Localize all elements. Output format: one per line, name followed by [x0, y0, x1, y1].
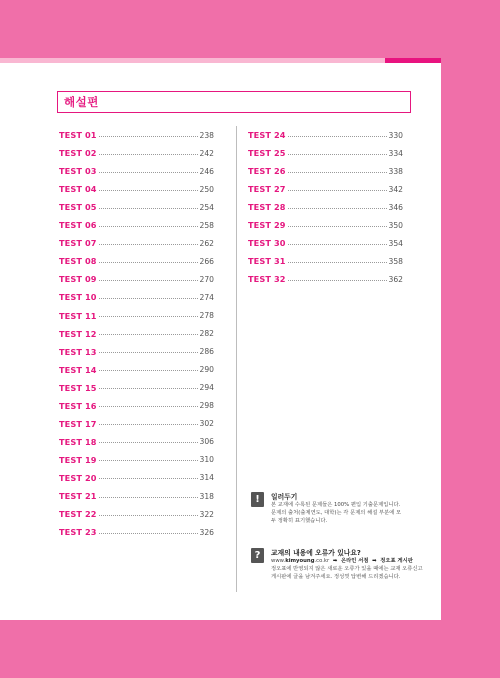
notice-line: 두 정확히 표기했습니다. [271, 518, 328, 524]
toc-leader-dots [99, 172, 198, 173]
toc-entry[interactable] [59, 201, 214, 213]
toc-entry[interactable] [59, 490, 214, 502]
toc-leader-dots [99, 460, 198, 461]
toc-leader-dots [288, 208, 387, 209]
question-icon: ? [251, 548, 264, 563]
toc-entry[interactable] [59, 219, 214, 231]
toc-entry-page: 362 [388, 274, 403, 284]
toc-entry[interactable] [59, 183, 214, 195]
toc-leader-dots [288, 172, 387, 173]
toc-leader-dots [99, 208, 198, 209]
toc-entry-page: 338 [388, 166, 403, 176]
toc-leader-dots [99, 533, 198, 534]
toc-entry-label: TEST 24 [248, 130, 286, 140]
page-top-bar-accent [385, 58, 441, 63]
toc-entry-page: 278 [199, 311, 214, 320]
toc-entry-label: TEST 30 [248, 238, 286, 249]
errata-link-line [271, 557, 431, 565]
section-title: 해설편 [64, 95, 99, 109]
toc-entry[interactable] [248, 255, 403, 267]
toc-entry-label: TEST 21 [59, 491, 97, 501]
toc-entry-label: TEST 29 [248, 220, 286, 231]
toc-entry-page: 270 [199, 274, 214, 284]
toc-entry[interactable] [59, 273, 214, 285]
toc-entry-page: 314 [199, 473, 214, 483]
toc-entry-page: 306 [199, 437, 214, 447]
toc-entry[interactable] [59, 147, 214, 159]
url-prefix: www. [271, 558, 286, 564]
toc-entry-label: TEST 23 [59, 527, 97, 538]
toc-entry[interactable] [59, 382, 214, 394]
toc-entry-label: TEST 08 [59, 256, 97, 267]
toc-entry-label: TEST 31 [248, 256, 286, 267]
toc-entry-page: 238 [199, 130, 214, 140]
errata-board-link[interactable]: 정오표 게시판 [380, 558, 413, 564]
notice-title: 일러두기 [271, 493, 298, 501]
toc-entry[interactable] [59, 526, 214, 538]
toc-entry[interactable] [248, 183, 403, 195]
toc-leader-dots [99, 190, 198, 191]
toc-entry[interactable] [59, 400, 214, 412]
exclamation-icon: ! [251, 492, 264, 507]
toc-leader-dots [99, 388, 198, 389]
toc-entry[interactable] [59, 310, 214, 322]
column-divider [236, 126, 237, 592]
arrow-right-icon: ➡ [332, 558, 338, 564]
toc-leader-dots [288, 280, 387, 281]
toc-entry[interactable] [248, 129, 403, 141]
toc-entry-page: 258 [199, 220, 214, 230]
toc-entry-label: TEST 09 [59, 274, 97, 285]
toc-leader-dots [99, 370, 198, 371]
toc-entry[interactable] [59, 472, 214, 484]
toc-entry[interactable] [59, 364, 214, 376]
toc-entry-label: TEST 06 [59, 220, 97, 231]
toc-leader-dots [99, 497, 198, 498]
toc-entry[interactable] [59, 129, 214, 141]
toc-leader-dots [288, 262, 387, 263]
toc-entry-page: 326 [199, 527, 214, 537]
toc-entry-label: TEST 25 [248, 148, 286, 159]
toc-entry[interactable] [248, 201, 403, 213]
toc-entry-label: TEST 20 [59, 472, 97, 483]
toc-entry-label: TEST 04 [59, 184, 97, 195]
toc-entry-label: TEST 12 [59, 328, 97, 339]
toc-entry-page: 282 [199, 329, 214, 339]
toc-entry-label: TEST 17 [59, 418, 97, 429]
toc-entry-label: TEST 32 [248, 274, 286, 285]
toc-entry-page: 262 [199, 238, 214, 248]
toc-leader-dots [99, 478, 198, 479]
toc-entry[interactable] [248, 273, 403, 285]
toc-entry-label: TEST 11 [59, 310, 97, 321]
toc-entry-label: TEST 03 [59, 166, 97, 177]
toc-leader-dots [99, 262, 198, 263]
section-header [57, 91, 411, 113]
notice-line: 문제의 출처(출제연도, 대학)는 각 문제의 해설 부분에 모 [271, 510, 402, 516]
errata-line: 정오표에 반영되지 않은 새로운 오류가 있을 때에는 교재 오류신고 [271, 566, 423, 572]
toc-entry-page: 274 [199, 292, 214, 302]
toc-leader-dots [99, 136, 198, 137]
errata-title: 교재의 내용에 오류가 있나요? [271, 549, 361, 557]
toc-entry-label: TEST 19 [59, 454, 97, 465]
toc-entry-page: 354 [388, 238, 403, 248]
toc-entry-page: 250 [199, 184, 214, 194]
toc-entry[interactable] [59, 508, 214, 520]
toc-entry-page: 334 [388, 148, 403, 158]
toc-entry-label: TEST 26 [248, 166, 286, 177]
toc-leader-dots [288, 154, 387, 155]
toc-entry-label: TEST 14 [59, 364, 97, 375]
toc-leader-dots [99, 154, 198, 155]
toc-entry-label: TEST 02 [59, 148, 97, 159]
toc-entry-page: 290 [199, 365, 214, 375]
toc-leader-dots [99, 424, 198, 425]
errata-line: 게시판에 글을 남겨주세요. 정성껏 답변해 드리겠습니다. [271, 574, 401, 580]
toc-leader-dots [288, 136, 387, 137]
toc-entry-page: 350 [388, 220, 403, 230]
toc-leader-dots [288, 190, 387, 191]
toc-leader-dots [99, 298, 198, 299]
toc-entry-page: 342 [388, 184, 403, 194]
toc-entry[interactable] [248, 165, 403, 177]
page-top-bar [0, 58, 385, 63]
errata-body [271, 557, 431, 581]
toc-entry-label: TEST 22 [59, 509, 97, 520]
toc-entry-label: TEST 07 [59, 238, 97, 249]
arrow-right-icon: ➡ [372, 558, 377, 564]
toc-entry-page: 318 [199, 491, 214, 501]
toc-entry[interactable] [248, 147, 403, 159]
toc-entry[interactable] [59, 255, 214, 267]
url-domain[interactable]: kimyoung [285, 558, 315, 564]
toc-entry-page: 302 [199, 419, 214, 429]
toc-entry[interactable] [59, 436, 214, 448]
toc-leader-dots [288, 244, 387, 245]
toc-leader-dots [99, 316, 198, 317]
toc-entry-page: 294 [199, 383, 214, 393]
toc-entry-page: 358 [388, 256, 403, 266]
toc-leader-dots [288, 226, 387, 227]
toc-leader-dots [99, 280, 198, 281]
url-suffix: .co.kr [314, 558, 330, 564]
toc-entry-label: TEST 01 [59, 130, 97, 140]
toc-entry-page: 322 [199, 509, 214, 519]
notice-line: 본 교재에 수록된 문제들은 100% 편입 기출문제입니다. [271, 502, 401, 508]
toc-entry-label: TEST 28 [248, 202, 286, 213]
toc-entry[interactable] [248, 237, 403, 249]
toc-entry-page: 310 [199, 455, 214, 465]
toc-entry-page: 346 [388, 202, 403, 212]
toc-entry[interactable] [59, 165, 214, 177]
toc-entry-page: 254 [199, 202, 214, 212]
toc-leader-dots [99, 352, 198, 353]
online-store-link[interactable]: 온라인 서점 [341, 558, 369, 564]
toc-entry[interactable] [59, 346, 214, 358]
toc-leader-dots [99, 244, 198, 245]
toc-leader-dots [99, 515, 198, 516]
toc-entry-page: 286 [199, 347, 214, 357]
toc-entry-label: TEST 05 [59, 202, 97, 213]
toc-entry-label: TEST 15 [59, 382, 97, 393]
toc-leader-dots [99, 442, 198, 443]
toc-leader-dots [99, 406, 198, 407]
toc-entry-page: 330 [388, 130, 403, 140]
toc-entry[interactable] [59, 454, 214, 466]
toc-leader-dots [99, 334, 198, 335]
toc-entry-page: 246 [199, 166, 214, 176]
toc-entry[interactable] [59, 328, 214, 340]
toc-leader-dots [99, 226, 198, 227]
toc-entry-page: 242 [199, 148, 214, 158]
toc-entry-label: TEST 10 [59, 292, 97, 303]
toc-entry-page: 298 [199, 401, 214, 411]
toc-entry[interactable] [59, 291, 214, 303]
toc-entry-label: TEST 27 [248, 184, 286, 195]
toc-entry-label: TEST 18 [59, 436, 97, 447]
toc-entry[interactable] [59, 237, 214, 249]
toc-entry-page: 266 [199, 256, 214, 266]
toc-entry[interactable] [59, 418, 214, 430]
notice-body [271, 501, 431, 525]
toc-entry[interactable] [248, 219, 403, 231]
toc-entry-label: TEST 16 [59, 400, 97, 411]
toc-entry-label: TEST 13 [59, 346, 97, 357]
